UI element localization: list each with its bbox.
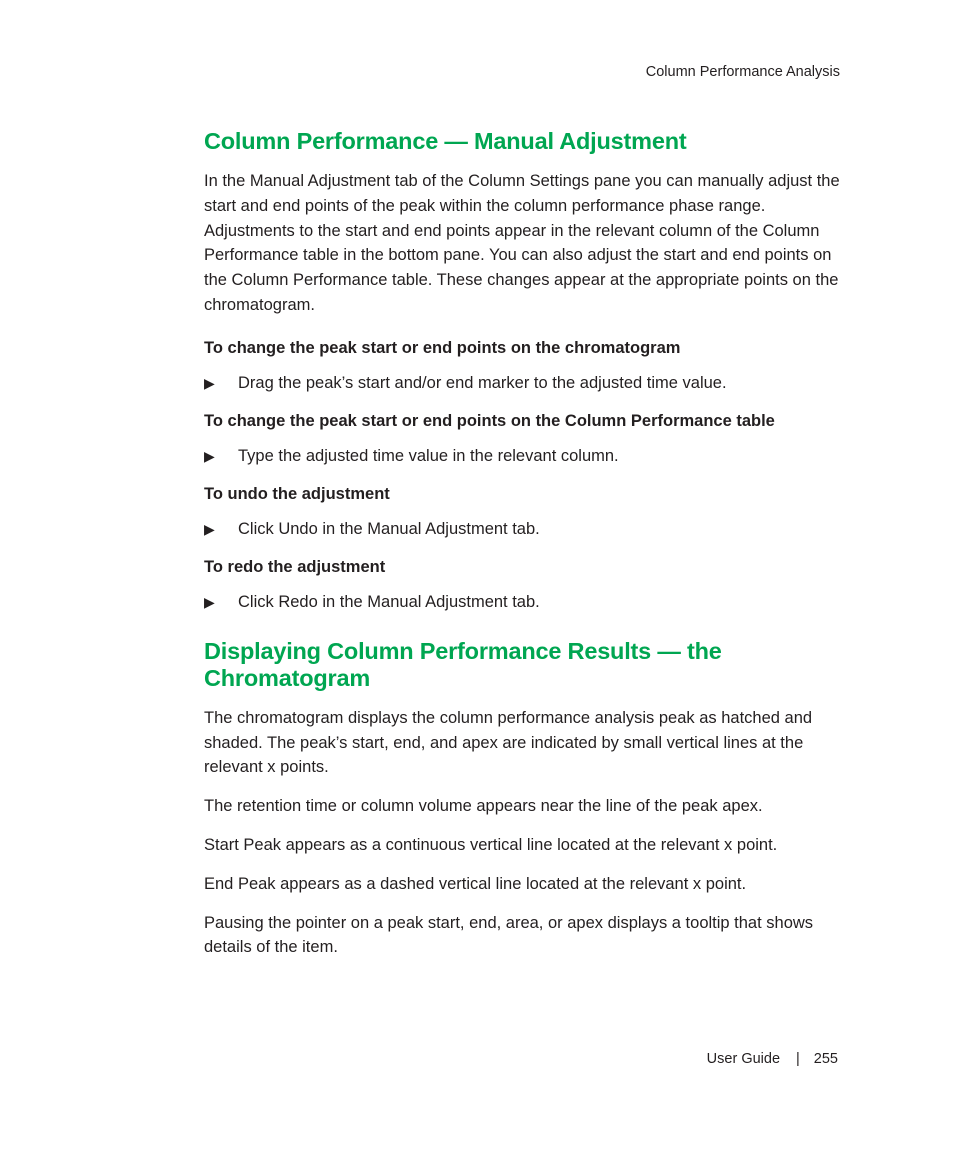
procedure-3: [204, 482, 844, 541]
step-text: Type the adjusted time value in the relevant column.: [238, 446, 619, 465]
page-content: [204, 128, 844, 974]
procedure-step: [204, 371, 844, 395]
step-text: Drag the peak’s start and/or end marker to the adjusted time value.: [238, 373, 727, 392]
step-text: Click Undo in the Manual Adjustment tab.: [238, 519, 540, 538]
procedure-2: [204, 409, 844, 468]
procedure-step: [204, 444, 844, 468]
procedure-title: To redo the adjustment: [204, 557, 386, 576]
intro-paragraph: In the Manual Adjustment tab of the Column Settings pane you can manually adjust the start and end points of the peak within the column performance phase range. Adjustments to the start and end points appear in the relevant column of the Column Performance table in the bottom pane. You can also adjust the start and end points on the Column Performance table. These changes appear at the appropriate points on the chromatogram.: [204, 172, 840, 314]
footer-separator: |: [796, 1051, 800, 1067]
body-paragraph: Pausing the pointer on a peak start, end, area, or apex displays a tooltip that shows details of the item.: [204, 913, 814, 957]
step-text: Click Redo in the Manual Adjustment tab.: [238, 592, 540, 611]
procedure-step: [204, 590, 844, 614]
triangle-bullet-icon: ▶: [204, 374, 215, 391]
procedure-4: [204, 555, 844, 614]
body-paragraph: The retention time or column volume appears near the line of the peak apex.: [204, 797, 763, 816]
triangle-bullet-icon: ▶: [204, 520, 215, 537]
running-header: Column Performance Analysis: [645, 64, 840, 80]
body-paragraph: End Peak appears as a dashed vertical line located at the relevant x point.: [204, 874, 747, 893]
procedure-step: [204, 517, 844, 541]
body-paragraph: The chromatogram displays the column performance analysis peak as hatched and shaded. The peak’s start, end, and apex are indicated by small vertical lines at the relevant x points.: [204, 708, 813, 777]
footer-guide-label: User Guide: [706, 1051, 781, 1067]
section-heading-manual-adjustment: Column Performance — Manual Adjustment: [204, 128, 687, 154]
body-paragraph: Start Peak appears as a continuous vertical line located at the relevant x point.: [204, 835, 778, 854]
procedure-title: To change the peak start or end points on the chromatogram: [204, 338, 681, 357]
procedure-title: To undo the adjustment: [204, 484, 390, 503]
page-footer: [707, 1051, 838, 1067]
procedure-1: [204, 336, 844, 395]
triangle-bullet-icon: ▶: [204, 447, 215, 464]
page-number: 255: [813, 1051, 838, 1067]
triangle-bullet-icon: ▶: [204, 593, 215, 610]
section-heading-displaying-results: Displaying Column Performance Results — the Chromatogram: [204, 637, 722, 691]
procedure-title: To change the peak start or end points on the Column Performance table: [204, 411, 775, 430]
